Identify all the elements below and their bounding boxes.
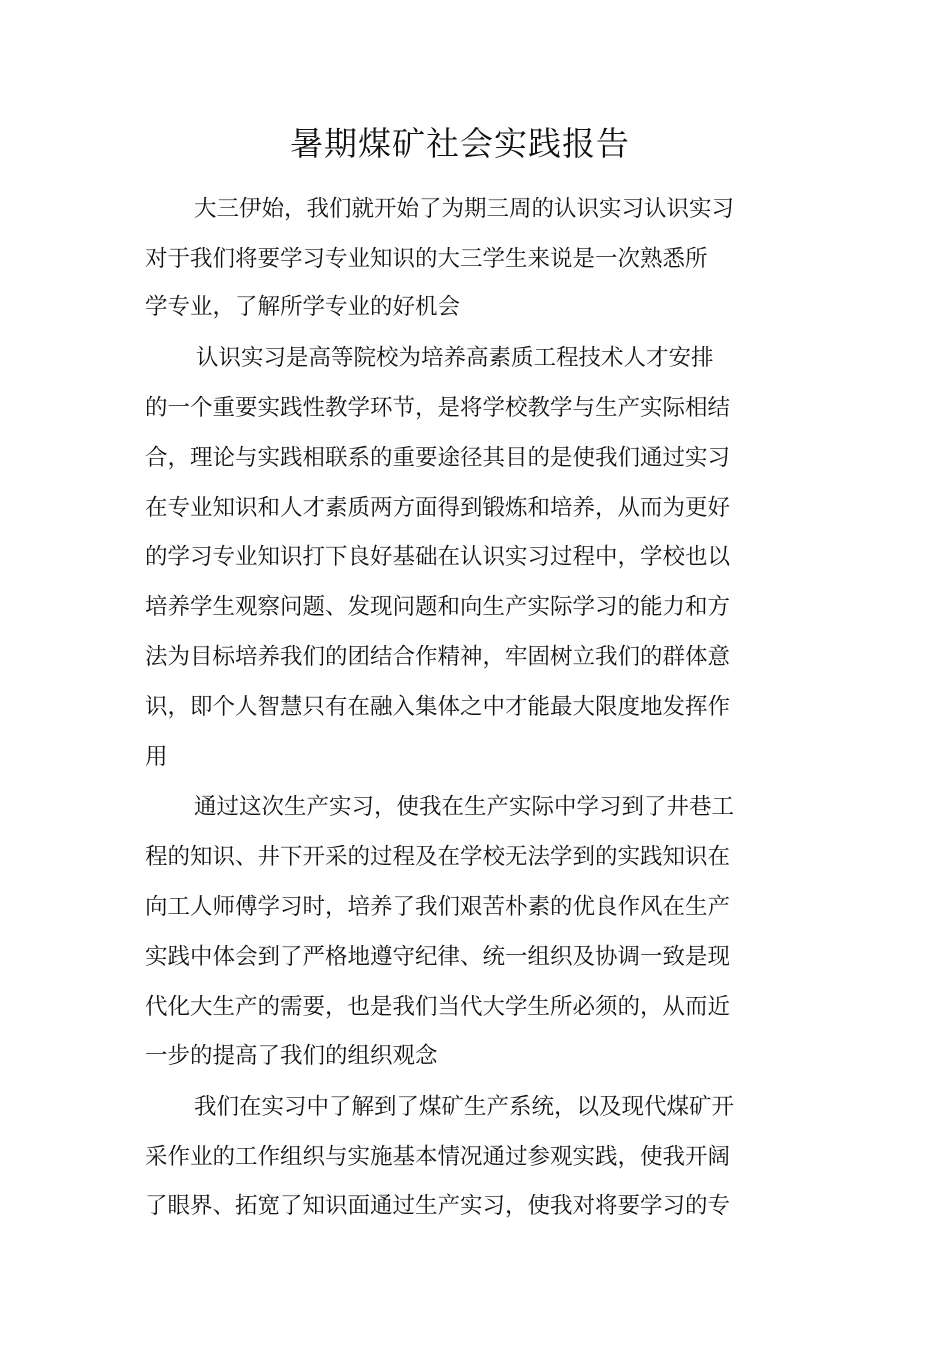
- paragraph-2-line-4: 在专业知识和人才素质两方面得到锻炼和培养，从而为更好: [145, 495, 731, 521]
- paragraph-1-line-1: 大三伊始，我们就开始了为期三周的认识实习认识实习: [194, 196, 735, 222]
- paragraph-2-line-9: 用: [145, 744, 168, 770]
- paragraph-1-line-2: 对于我们将要学习专业知识的大三学生来说是一次熟悉所: [145, 246, 708, 272]
- paragraph-2-line-2: 的一个重要实践性教学环节，是将学校教学与生产实际相结: [145, 395, 731, 421]
- paragraph-2-line-1: 认识实习是高等院校为培养高素质工程技术人才安排: [196, 345, 714, 371]
- paragraph-3-line-5: 代化大生产的需要，也是我们当代大学生所必须的，从而近: [145, 994, 731, 1020]
- paragraph-2-line-7: 法为目标培养我们的团结合作精神，牢固树立我们的群体意: [145, 644, 731, 670]
- paragraph-3-line-4: 实践中体会到了严格地遵守纪律、统一组织及协调一致是现: [145, 944, 731, 970]
- paragraph-3-line-3: 向工人师傅学习时，培养了我们艰苦朴素的优良作风在生产: [145, 894, 731, 920]
- paragraph-2-line-6: 培养学生观察问题、发现问题和向生产实际学习的能力和方: [145, 594, 731, 620]
- paragraph-4-line-3: 了眼界、拓宽了知识面通过生产实习，使我对将要学习的专: [145, 1193, 731, 1219]
- paragraph-3-line-1: 通过这次生产实习，使我在生产实际中学习到了井巷工: [194, 794, 735, 820]
- paragraph-4-line-1: 我们在实习中了解到了煤矿生产系统，以及现代煤矿开: [194, 1094, 735, 1120]
- paragraph-2-line-8: 识，即个人智慧只有在融入集体之中才能最大限度地发挥作: [145, 694, 731, 720]
- paragraph-3-line-2: 程的知识、井下开采的过程及在学校无法学到的实践知识在: [145, 844, 731, 870]
- paragraph-1-line-3: 学专业，了解所学专业的好机会: [145, 294, 461, 320]
- document-title: 暑期煤矿社会实践报告: [290, 124, 630, 163]
- paragraph-4-line-2: 采作业的工作组织与实施基本情况通过参观实践，使我开阔: [145, 1144, 731, 1170]
- paragraph-3-line-6: 一步的提高了我们的组织观念: [145, 1043, 438, 1069]
- paragraph-2-line-3: 合，理论与实践相联系的重要途径其目的是使我们通过实习: [145, 445, 731, 471]
- paragraph-2-line-5: 的学习专业知识打下良好基础在认识实习过程中，学校也以: [145, 544, 731, 570]
